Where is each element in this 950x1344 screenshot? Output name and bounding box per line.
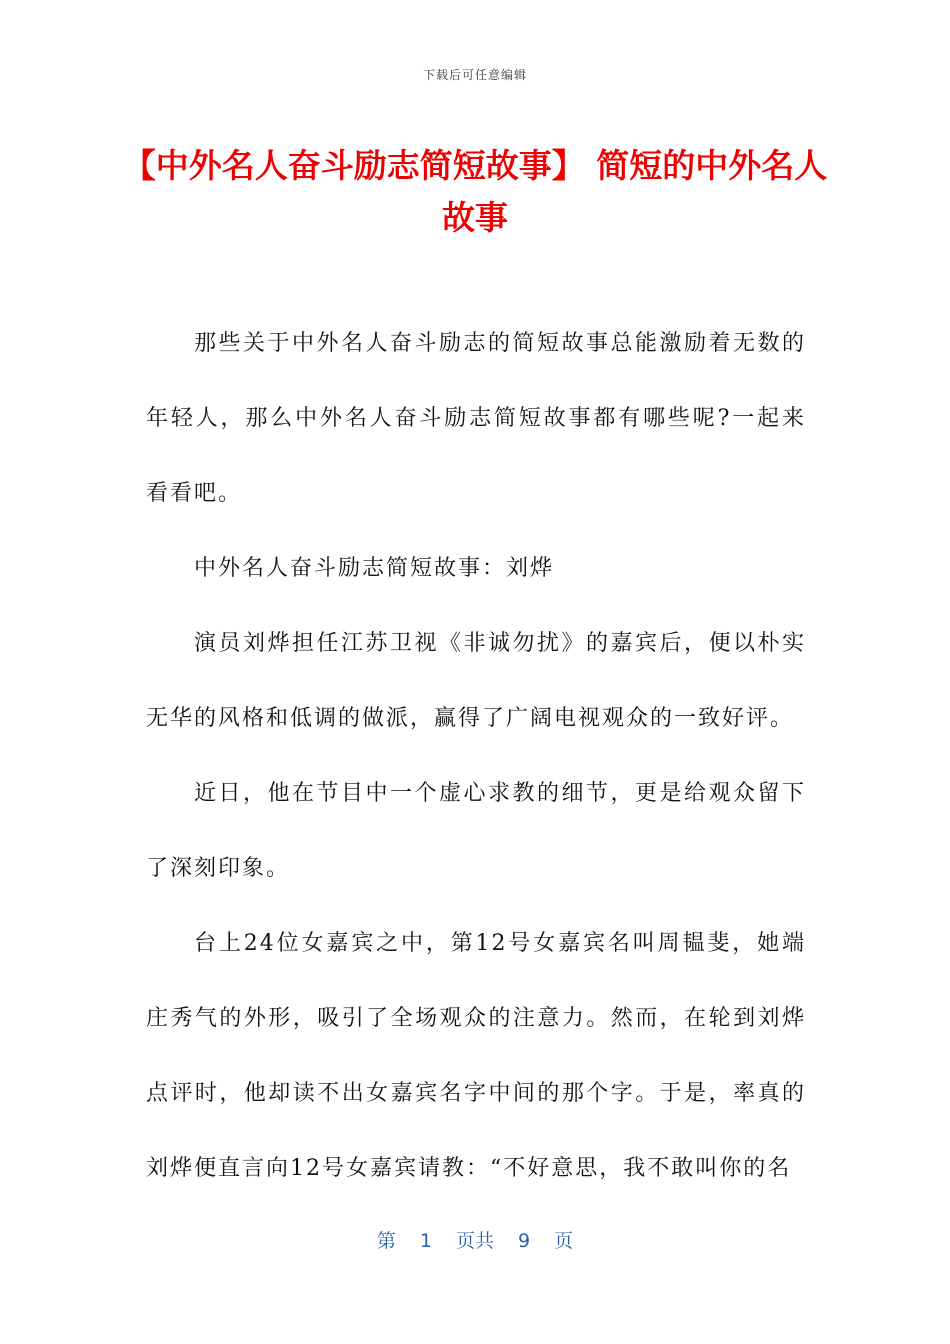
footer-middle: 页共 bbox=[455, 1230, 494, 1252]
footer-total-pages: 9 bbox=[518, 1230, 531, 1252]
paragraph-body: 近日，他在节目中一个虚心求教的细节，更是给观众留下了深刻印象。 bbox=[146, 781, 806, 881]
document-body bbox=[146, 306, 806, 1206]
paragraph-body: 演员刘烨担任江苏卫视《非诚勿扰》的嘉宾后，便以朴实无华的风格和低调的做派，赢得了广阔电视观众的一致好评。 bbox=[146, 631, 806, 731]
footer-suffix: 页 bbox=[554, 1230, 574, 1252]
page-footer bbox=[0, 1226, 950, 1253]
document-title: 【中外名人奋斗励志简短故事】 简短的中外名人故事 bbox=[122, 146, 828, 237]
page-header-note: 下载后可任意编辑 bbox=[422, 68, 527, 82]
footer-prefix: 第 bbox=[376, 1230, 396, 1252]
footer-current-page: 1 bbox=[419, 1230, 432, 1252]
paragraph-intro: 那些关于中外名人奋斗励志的简短故事总能激励着无数的年轻人，那么中外名人奋斗励志简短故事都有哪些呢?一起来看看吧。 bbox=[146, 331, 806, 506]
paragraph-section-heading: 中外名人奋斗励志简短故事：刘烨 bbox=[194, 556, 555, 581]
paragraph-body: 台上24位女嘉宾之中，第12号女嘉宾名叫周韫斐，她端庄秀气的外形，吸引了全场观众的注意力。然而，在轮到刘烨点评时，他却读不出女嘉宾名字中间的那个字。于是，率真的刘烨便直言向12号女嘉宾请教：“不好意思，我不敢叫你的名 bbox=[146, 931, 806, 1181]
